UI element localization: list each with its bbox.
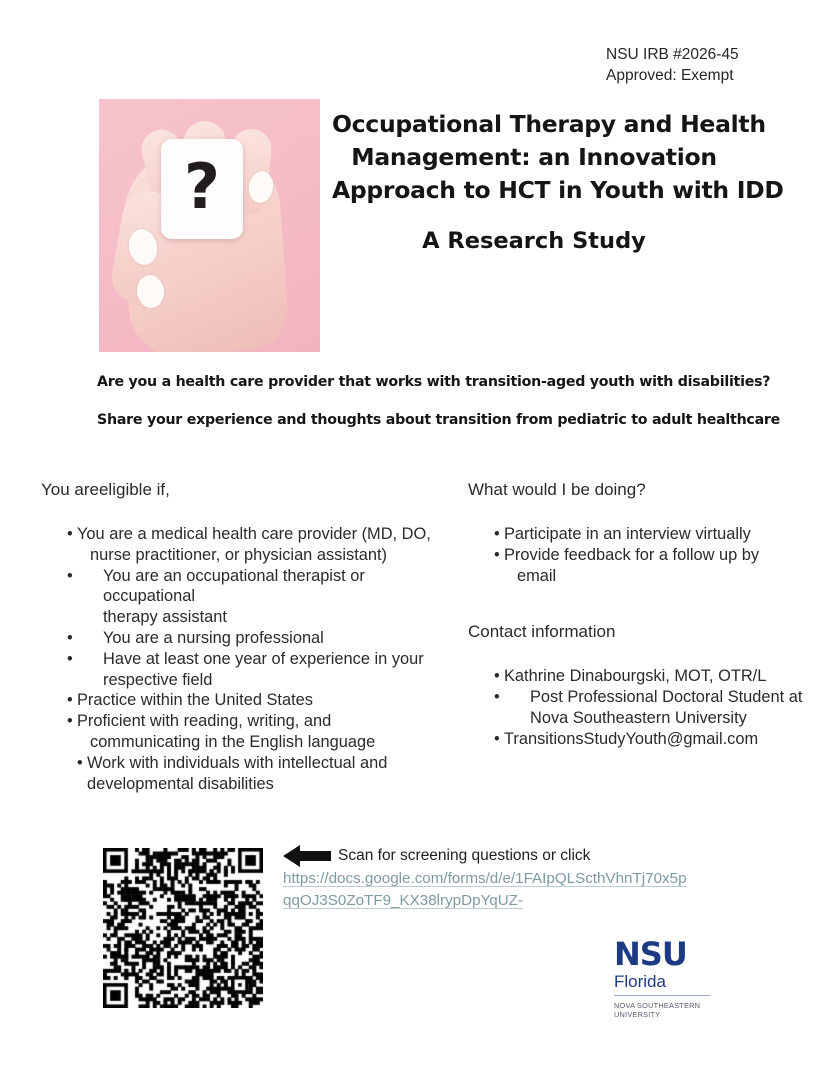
list-item	[67, 628, 461, 649]
list-item-label: Have at least one year of experience in your respective field	[103, 649, 424, 689]
list-item	[494, 729, 808, 750]
nsu-logo-state: Florida	[614, 971, 710, 996]
title-line-2: Management: an Innovation	[351, 143, 717, 171]
contact-heading: Contact information	[468, 622, 616, 642]
list-item-label: Provide feedback for a follow up by email	[504, 545, 760, 585]
bullet-icon: •	[494, 667, 500, 686]
irb-header	[606, 44, 739, 86]
bullet-icon: •	[494, 729, 500, 748]
list-item-label: Proficient with reading, writing, and communicating in the English language	[77, 712, 376, 751]
participation-heading: What would I be doing?	[468, 480, 646, 499]
bullet-icon: •	[67, 691, 73, 710]
qr-code[interactable]	[103, 848, 263, 1008]
question-card	[161, 139, 243, 239]
title-line-3: Approach to HCT in Youth with IDD	[332, 176, 784, 204]
list-item	[67, 649, 461, 691]
nsu-logo-fullname: NOVA SOUTHEASTERN UNIVERSITY	[614, 1001, 701, 1019]
bullet-icon: •	[494, 688, 500, 707]
list-item	[77, 753, 461, 795]
eligibility-section	[41, 478, 461, 794]
list-item-label: Participate in an interview virtually	[504, 525, 751, 543]
list-item-label: You are a medical health care provider (MD, DO, nurse practitioner, or physician assistant)	[77, 525, 431, 564]
bullet-icon: •	[494, 545, 500, 564]
list-item	[67, 524, 461, 566]
title-line-1: Occupational Therapy and Health	[332, 110, 766, 138]
bullet-icon: •	[77, 753, 83, 772]
banner-question: Are you a health care provider that works with transition-aged youth with disabilities?	[97, 374, 771, 390]
hand-question-card-photo	[99, 99, 320, 352]
recruitment-banner	[97, 374, 781, 428]
contact-list	[468, 666, 808, 749]
bullet-icon: •	[67, 628, 73, 647]
title-subtitle: A Research Study	[422, 228, 646, 254]
list-item-label: You are an occupational therapist or occupational therapy assistant	[103, 566, 365, 627]
list-item	[494, 545, 808, 587]
question-mark-icon: ?	[184, 150, 220, 223]
irb-number: NSU IRB #2026-45	[606, 46, 739, 63]
scan-instruction: Scan for screening questions or click	[338, 847, 591, 864]
page-title	[332, 108, 784, 256]
list-item	[67, 566, 461, 628]
irb-approval-status: Approved: Exempt	[606, 67, 734, 84]
eligibility-heading: You areeligible if,	[41, 480, 170, 499]
nsu-logo	[614, 935, 732, 1019]
contact-email[interactable]: TransitionsStudyYouth@gmail.com	[504, 729, 759, 748]
bullet-icon: •	[67, 712, 73, 731]
participation-list	[468, 524, 808, 586]
list-item-label: You are a nursing professional	[103, 628, 324, 647]
bullet-icon: •	[67, 566, 73, 585]
banner-invitation: Share your experience and thoughts about transition from pediatric to adult healthcare	[97, 412, 781, 428]
eligibility-list	[41, 524, 461, 794]
contact-person-role: Post Professional Doctoral Student at Nova Southeastern University	[530, 688, 803, 727]
list-item	[67, 711, 461, 753]
contact-person-name: Kathrine Dinabourgski, MOT, OTR/L	[504, 667, 767, 686]
bullet-icon: •	[67, 649, 73, 668]
list-item	[494, 524, 808, 545]
survey-url-line-2[interactable]: qqOJ3S0ZoTF9_KX38lrypDpYqUZ-	[283, 892, 524, 909]
bullet-icon: •	[67, 525, 73, 543]
list-item	[67, 690, 461, 711]
survey-url-line-1[interactable]: https://docs.google.com/forms/d/e/1FAIpQLScthVhnTj70x5p	[283, 870, 687, 887]
bullet-icon: •	[494, 525, 500, 543]
left-arrow-icon	[283, 845, 331, 867]
list-item	[494, 666, 808, 687]
nsu-logo-mark: NSU	[614, 935, 687, 973]
list-item	[494, 687, 808, 729]
participation-section	[468, 478, 808, 750]
list-item-label: Practice within the United States	[77, 691, 313, 710]
survey-link[interactable]	[283, 868, 687, 912]
list-item-label: Work with individuals with intellectual and developmental disabilities	[87, 753, 388, 793]
